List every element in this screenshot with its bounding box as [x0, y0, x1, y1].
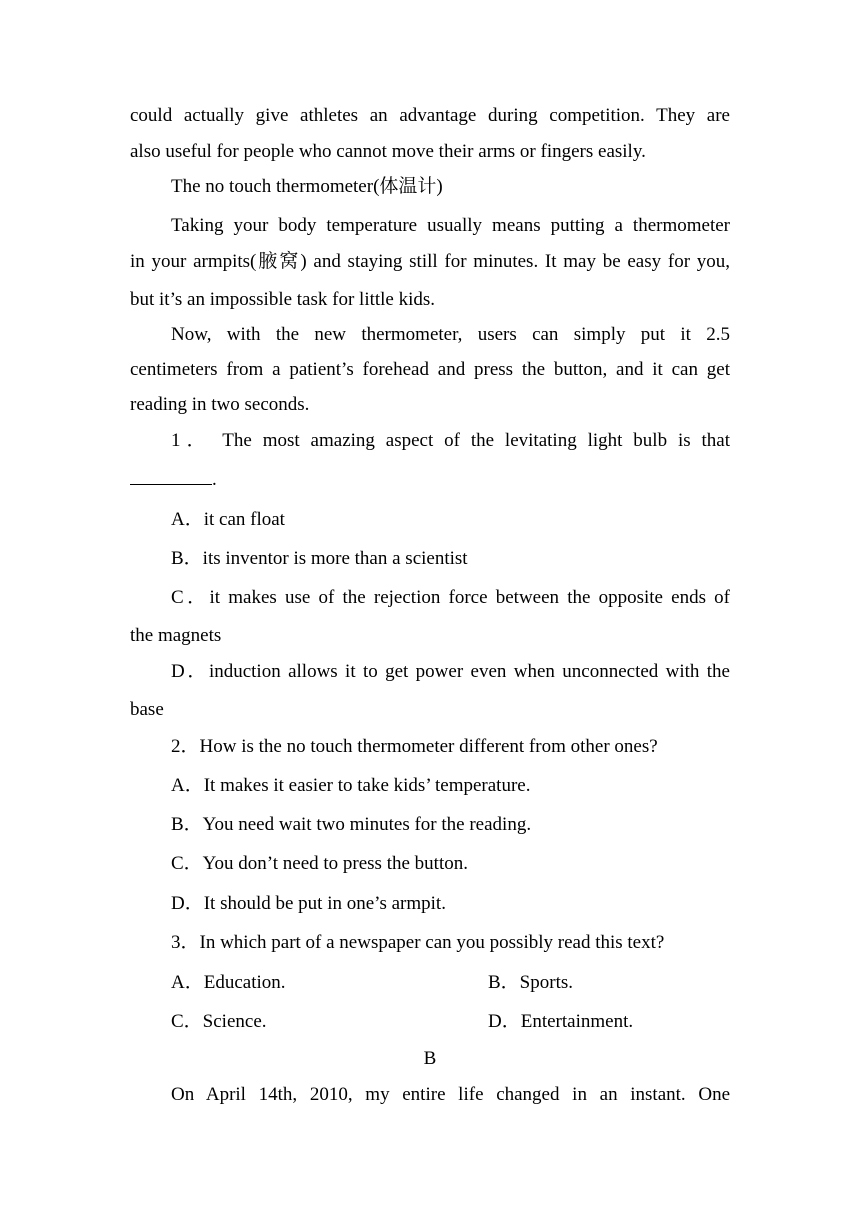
option-b: B．its inventor is more than a scientist — [171, 548, 468, 569]
passage-line: also useful for people who cannot move their arms or fingers easily. — [130, 141, 646, 162]
passage-line: could actually give athletes an advantage during competition. They are — [130, 105, 730, 126]
option-a: A．Education. — [171, 972, 286, 993]
section-label: B — [423, 1048, 437, 1069]
option-d: D．It should be put in one’s armpit. — [171, 893, 446, 914]
option-c: C．it makes use of the rejection force between the opposite ends of — [171, 587, 730, 608]
question-stem: 1． The most amazing aspect of the levitating light bulb is that — [171, 430, 730, 451]
option-d-continued: base — [130, 699, 164, 720]
stem-end: . — [212, 469, 217, 490]
passage-line: On April 14th, 2010, my entire life changed in an instant. One — [171, 1084, 730, 1105]
option-d: D．induction allows it to get power even when unconnected with the — [171, 661, 730, 682]
blank-line — [130, 470, 212, 485]
passage-line: but it’s an impossible task for little kids. — [130, 289, 436, 310]
option-b: B．You need wait two minutes for the reading. — [171, 814, 532, 835]
passage-line: Taking your body temperature usually means putting a thermometer — [171, 215, 730, 236]
question-stem: 2．How is the no touch thermometer different from other ones? — [171, 736, 658, 757]
passage-line: reading in two seconds. — [130, 394, 310, 415]
option-d: D．Entertainment. — [488, 1011, 634, 1032]
option-a: A．It makes it easier to take kids’ temperature. — [171, 775, 531, 796]
option-c: C．You don’t need to press the button. — [171, 853, 468, 874]
question-stem: 3．In which part of a newspaper can you possibly read this text? — [171, 932, 665, 953]
option-c-continued: the magnets — [130, 625, 222, 646]
passage-line: centimeters from a patient’s forehead and press the button, and it can get — [130, 359, 730, 380]
answer-blank — [130, 470, 730, 489]
option-c: C．Science. — [171, 1011, 267, 1032]
option-a: A．it can float — [171, 509, 285, 530]
section-heading: The no touch thermometer(体温计) — [171, 176, 443, 197]
passage-line: Now, with the new thermometer, users can simply put it 2.5 — [171, 324, 730, 345]
passage-line: in your armpits(腋窝) and staying still for minutes. It may be easy for you, — [130, 251, 730, 272]
option-b: B．Sports. — [488, 972, 573, 993]
